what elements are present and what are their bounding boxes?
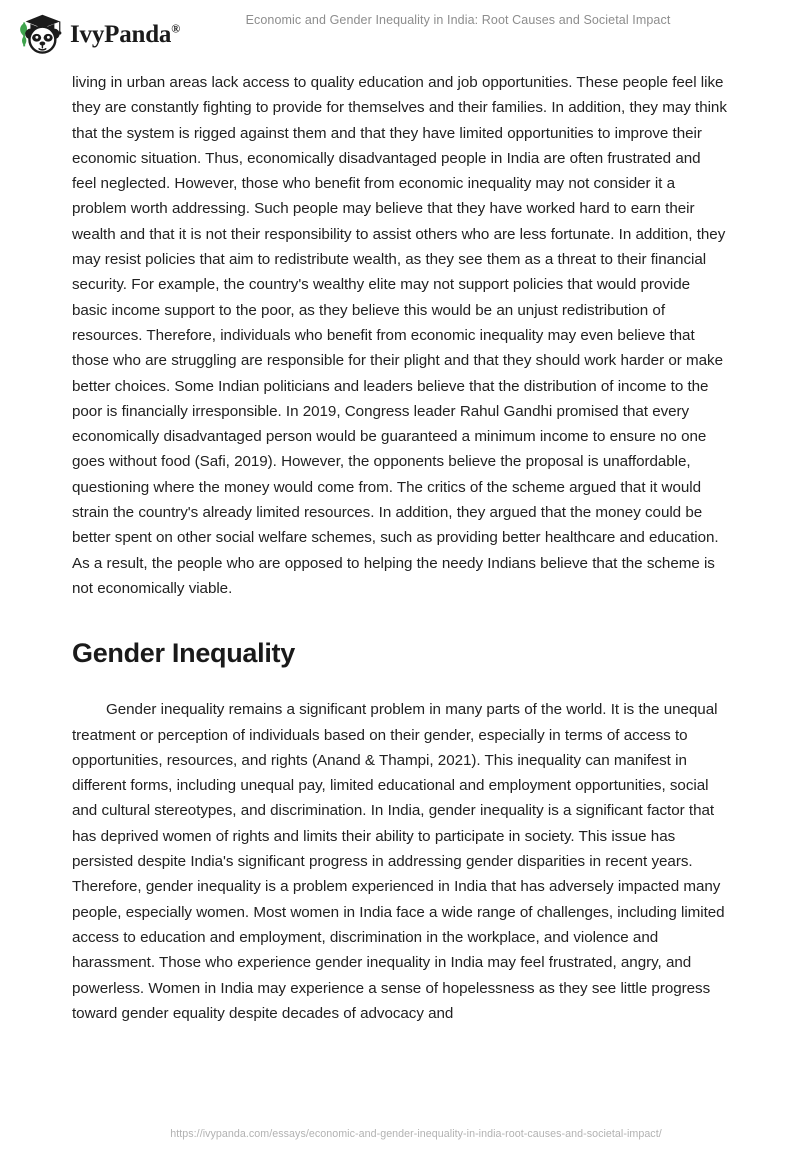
- paragraph-gender-inequality: Gender inequality remains a significant problem in many parts of the world. It is the unequal treatment or perception of individuals based on their gender, especially in terms of access to opportunities, resources, and rights (Anand & Thampi, 2021). This inequality can manifest in different forms, including unequal pay, limited educational and employment opportunities, social and cultural stereotypes, and discrimination. In India, gender inequality is a significant factor that has deprived women of rights and limits their ability to participate in society. This issue has persisted despite India's significant progress in addressing gender disparities in recent years. Therefore, gender inequality is a problem experienced in India that has adversely impacted many people, especially women. Most women in India face a wide range of challenges, including limited access to education and employment, discrimination in the workplace, and violence and harassment. Those who experience gender inequality in India may feel frustrated, angry, and powerless. Women in India may experience a sense of hopelessness as they see little progress toward gender equality despite decades of advocacy and: [72, 701, 725, 1022]
- document-title-header: Economic and Gender Inequality in India: Root Causes and Societal Impact: [245, 13, 671, 27]
- footer-source-url[interactable]: https://ivypanda.com/essays/economic-and-gender-inequality-in-india-root-causes-and-societal-impact/: [170, 1128, 662, 1140]
- paragraph-economic-inequality: living in urban areas lack access to quality education and job opportunities. These people feel like they are constantly fighting to provide for themselves and their families. In addition, they may think that the system is rigged against them and that they have limited opportunities to improve their economic situation. Thus, economically disadvantaged people in India are often frustrated and feel neglected. However, those who benefit from economic inequality may not consider it a problem worth addressing. Such people may believe that they have worked hard to earn their wealth and that it is not their responsibility to assist others who are less fortunate. In addition, they may resist policies that aim to redistribute wealth, as they see them as a threat to their financial security. For example, the country's wealthy elite may not support policies that would provide basic income support to the poor, as they believe this would be an unjust redistribution of resources. Therefore, individuals who benefit from economic inequality may even believe that those who are struggling are responsible for their plight and that they should work harder or make better choices. Some Indian politicians and leaders believe that the distribution of income to the poor is financially irresponsible. In 2019, Congress leader Rahul Gandhi promised that every economically disadvantaged person would be guaranteed a minimum income to ensure no one goes without food (Safi, 2019). However, the opponents believe the proposal is unaffordable, questioning where the money would come from. The critics of the scheme argued that it would strain the country's already limited resources. In addition, they argued that the money could be better spent on other social welfare schemes, such as providing better healthcare and education. As a result, the people who are opposed to helping the needy Indians believe that the scheme is not economically viable.: [72, 74, 727, 597]
- section-heading-gender-inequality: Gender Inequality: [72, 638, 295, 669]
- page-header: [0, 0, 800, 62]
- spacer-after-heading: [72, 669, 729, 697]
- brand-name-text: IvyPanda: [70, 20, 172, 48]
- spacer-before-heading: [72, 601, 729, 637]
- document-content: [72, 70, 729, 1026]
- registered-mark: ®: [171, 21, 180, 36]
- page-footer: [0, 1124, 800, 1142]
